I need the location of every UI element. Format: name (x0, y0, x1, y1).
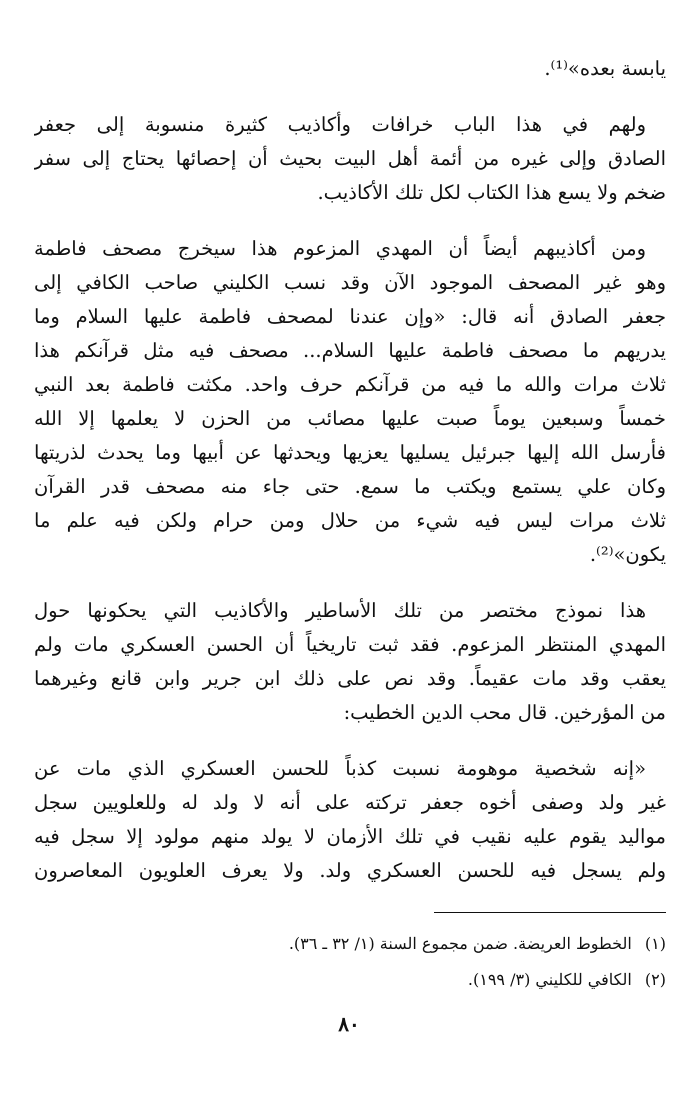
text-line: يدريهم ما مصحف فاطمة عليها السلام... مصحف فيه مثل قرآنكم هذا (34, 339, 666, 362)
paragraph-2 (34, 108, 666, 210)
paragraph-gap (34, 210, 666, 232)
text-line: من المؤرخين. قال محب الدين الخطيب: (343, 701, 666, 724)
footnote-divider (434, 912, 666, 913)
text-line: ثلاث مرات والله ما فيه من قرآنكم حرف واحد. مكثت فاطمة بعد النبي (34, 373, 666, 396)
text-line: مواليد يقوم عليه نقيب في تلك الأزمان لا يولد منهم مولود إلا سجل فيه (34, 825, 666, 848)
footnote-number: (٢) (644, 970, 666, 989)
footnote-text: الخطوط العريضة. ضمن مجموع السنة (١/ ٣٢ ـ ٣٦). (288, 934, 632, 953)
paragraph-gap (34, 572, 666, 594)
paragraph-gap (34, 730, 666, 752)
text-line: فأرسل الله إليها جبرئيل يسليها يعزيها ويحدثها عن أبيها وما يحدث لذريتها (34, 441, 666, 464)
text-line: «إنه شخصية موهومة نسبت كذباً للحسن العسكري الذي مات عن (34, 757, 646, 780)
paragraph-gap (34, 86, 666, 108)
footnotes (34, 926, 666, 998)
text-line: ومن أكاذيبهم أيضاً أن المهدي المزعوم هذا سيخرج مصحف فاطمة (34, 237, 646, 260)
text-line: الصادق وإلى غيره من أئمة أهل البيت بحيث أن إحصائها يحتاج إلى سفر (34, 147, 666, 170)
text-line: غير ولد وصفى أخوه جعفر تركته على أنه لا ولد له وللعلويين سجل (34, 791, 666, 814)
footnote-2 (34, 962, 666, 998)
text-line: يكون»⁽²⁾. (589, 543, 666, 566)
paragraph-1 (34, 52, 666, 86)
text-line: جعفر الصادق أنه قال: «وإن عندنا لمصحف فاطمة عليها السلام وما (34, 305, 666, 328)
page-number: ٨٠ (338, 1012, 360, 1036)
paragraph-4 (34, 594, 666, 730)
text-line: ولهم في هذا الباب خرافات وأكاذيب كثيرة منسوبة إلى جعفر (34, 113, 646, 136)
page-body (34, 52, 666, 888)
paragraph-5 (34, 752, 666, 888)
paragraph-3 (34, 232, 666, 572)
text-line: ثلاث مرات ليس فيه شيء من حلال ومن حرام ولكن فيه علم ما (34, 509, 666, 532)
footnote-text: الكافي للكليني (٣/ ١٩٩). (467, 970, 632, 989)
text-line: يابسة بعده»⁽¹⁾. (544, 57, 666, 80)
footnote-1 (34, 926, 666, 962)
text-line: ضخم ولا يسع هذا الكتاب لكل تلك الأكاذيب. (317, 181, 666, 204)
text-line: هذا نموذج مختصر من تلك الأساطير والأكاذيب التي يحكونها حول (34, 599, 646, 622)
text-line: ولم يسجل فيه للحسن العسكري ولد. ولا يعرف العلويون المعاصرون (34, 859, 666, 882)
footnote-number: (١) (644, 934, 666, 953)
text-line: يعقب وقد مات عقيماً. وقد نص على ذلك ابن جرير وابن قانع وغيرهما (34, 667, 666, 690)
text-line: المهدي المنتظر المزعوم. فقد ثبت تاريخياً أن الحسن العسكري مات ولم (34, 633, 666, 656)
text-line: وهو غير المصحف الموجود الآن وقد نسب الكليني صاحب الكافي إلى (34, 271, 666, 294)
text-line: خمساً وسبعين يوماً صبت عليها مصائب من الحزن لا يعلمها إلا الله (34, 407, 666, 430)
text-line: وكان علي يستمع ويكتب ما سمع. حتى جاء منه مصحف قدر القرآن (34, 475, 666, 498)
